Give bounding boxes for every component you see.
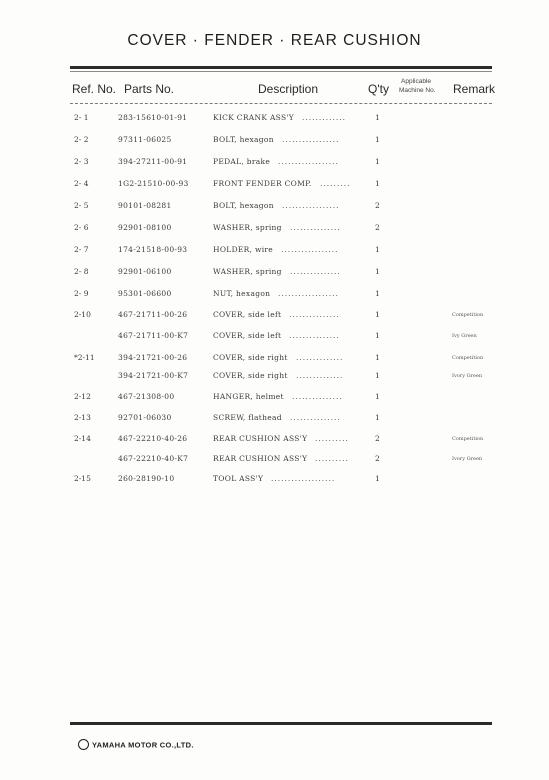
part-number: 467-22210-40-26 <box>118 434 188 443</box>
table-row <box>0 410 549 426</box>
table-row <box>0 368 549 384</box>
ref-number: 2-15 <box>74 474 91 483</box>
description: BOLT, hexagon <box>213 201 274 210</box>
quantity: 1 <box>375 245 380 254</box>
ref-number: 2- 6 <box>74 223 89 232</box>
part-number: 90101-08281 <box>118 201 172 210</box>
quantity: 1 <box>375 289 380 298</box>
quantity: 1 <box>375 157 380 166</box>
part-number: 174-21518-00-93 <box>118 245 188 254</box>
description: COVER, side left <box>213 331 282 340</box>
quantity: 1 <box>375 371 380 380</box>
ref-number: *2-11 <box>74 353 95 362</box>
header-parts: Parts No. <box>124 82 175 96</box>
part-number: 92701-06030 <box>118 413 172 422</box>
description: BOLT, hexagon <box>213 135 274 144</box>
description: NUT, hexagon <box>213 289 271 298</box>
table-row <box>0 389 549 405</box>
ref-number: 2- 3 <box>74 157 89 166</box>
ref-number: 2- 1 <box>74 113 89 122</box>
quantity: 1 <box>375 267 380 276</box>
footer-company <box>78 740 194 751</box>
leader-dots: .................. <box>278 157 339 166</box>
leader-dots: .......... <box>315 454 349 463</box>
quantity: 1 <box>375 179 380 188</box>
part-number: 92901-08100 <box>118 223 172 232</box>
ref-number: 2-14 <box>74 434 91 443</box>
leader-dots: .............. <box>296 353 344 362</box>
page-title: COVER · FENDER · REAR CUSHION <box>127 32 422 49</box>
table-row <box>0 431 549 447</box>
description: REAR CUSHION ASS'Y <box>213 454 308 463</box>
quantity: 1 <box>375 310 380 319</box>
table-row <box>0 286 549 302</box>
table-row <box>0 154 549 170</box>
header-description: Description <box>258 82 319 96</box>
quantity: 2 <box>375 434 380 443</box>
leader-dots: .......... <box>315 434 349 443</box>
leader-dots: ............... <box>290 223 341 232</box>
part-number: 394-21721-00-26 <box>118 353 188 362</box>
description: FRONT FENDER COMP. <box>213 179 312 188</box>
remark: Competition <box>452 355 484 361</box>
part-number: 95301-06600 <box>118 289 172 298</box>
description: WASHER, spring <box>213 267 282 276</box>
quantity: 1 <box>375 135 380 144</box>
part-number: 394-21721-00-K7 <box>118 371 189 380</box>
top-rule <box>70 66 492 69</box>
description: HANGER, helmet <box>213 392 284 401</box>
table-row <box>0 451 549 467</box>
part-number: 1G2-21510-00-93 <box>118 179 189 188</box>
remark: Competition <box>452 312 484 318</box>
leader-dots: ................... <box>271 474 336 483</box>
yamaha-logo-icon <box>78 739 89 750</box>
part-number: 467-21711-00-K7 <box>118 331 189 340</box>
description: SCREW, flathead <box>213 413 282 422</box>
quantity: 1 <box>375 474 380 483</box>
header-remark: Remark <box>453 82 496 96</box>
ref-number: 2- 8 <box>74 267 89 276</box>
remark: Ivory Green <box>452 373 483 379</box>
table-row <box>0 110 549 126</box>
bottom-rule <box>70 722 492 725</box>
description: COVER, side right <box>213 353 288 362</box>
ref-number: 2- 9 <box>74 289 89 298</box>
table-row <box>0 242 549 258</box>
header-ref: Ref. No. <box>72 82 117 96</box>
header-qty: Q'ty <box>368 82 389 96</box>
description: WASHER, spring <box>213 223 282 232</box>
header-rule <box>70 103 492 104</box>
top-rule-thin <box>70 71 492 72</box>
quantity: 1 <box>375 113 380 122</box>
column-header <box>0 78 549 102</box>
leader-dots: ................. <box>282 135 340 144</box>
description: KICK CRANK ASS'Y <box>213 113 295 122</box>
part-number: 260-28190-10 <box>118 474 175 483</box>
table-row <box>0 264 549 280</box>
ref-number: 2-10 <box>74 310 91 319</box>
description: COVER, side left <box>213 310 282 319</box>
footer-company-name: YAMAHA MOTOR CO.,LTD. <box>92 740 194 750</box>
quantity: 1 <box>375 353 380 362</box>
part-number: 467-21711-00-26 <box>118 310 188 319</box>
header-applicable: Applicable <box>401 78 431 85</box>
leader-dots: ............... <box>292 392 343 401</box>
table-row <box>0 471 549 487</box>
remark: Competition <box>452 436 484 442</box>
table-row <box>0 176 549 192</box>
quantity: 1 <box>375 413 380 422</box>
leader-dots: .............. <box>296 371 344 380</box>
description: PEDAL, brake <box>213 157 271 166</box>
ref-number: 2- 2 <box>74 135 89 144</box>
part-number: 92901-06100 <box>118 267 172 276</box>
part-number: 467-22210-40-K7 <box>118 454 189 463</box>
leader-dots: .................. <box>278 289 339 298</box>
description: COVER, side right <box>213 371 288 380</box>
leader-dots: ................. <box>281 245 339 254</box>
ref-number: 2-12 <box>74 392 91 401</box>
leader-dots: ............... <box>290 267 341 276</box>
leader-dots: ............... <box>289 310 340 319</box>
quantity: 1 <box>375 331 380 340</box>
description: REAR CUSHION ASS'Y <box>213 434 308 443</box>
description: HOLDER, wire <box>213 245 274 254</box>
quantity: 1 <box>375 392 380 401</box>
ref-number: 2- 7 <box>74 245 89 254</box>
table-row <box>0 328 549 344</box>
table-row <box>0 220 549 236</box>
quantity: 2 <box>375 223 380 232</box>
ref-number: 2-13 <box>74 413 91 422</box>
part-number: 97311-06025 <box>118 135 172 144</box>
header-machine-no: Machine No. <box>399 87 436 94</box>
leader-dots: ............... <box>289 331 340 340</box>
table-row <box>0 307 549 323</box>
remark: Ivy Green <box>452 333 477 339</box>
part-number: 394-27211-00-91 <box>118 157 188 166</box>
leader-dots: ................. <box>282 201 340 210</box>
table-row <box>0 198 549 214</box>
part-number: 283-15610-01-91 <box>118 113 188 122</box>
leader-dots: ............. <box>302 113 346 122</box>
ref-number: 2- 4 <box>74 179 89 188</box>
remark: Ivory Green <box>452 456 483 462</box>
table-row <box>0 350 549 366</box>
quantity: 2 <box>375 201 380 210</box>
description: TOOL ASS'Y <box>213 474 264 483</box>
leader-dots: ............... <box>290 413 341 422</box>
quantity: 2 <box>375 454 380 463</box>
leader-dots: ......... <box>320 179 351 188</box>
ref-number: 2- 5 <box>74 201 89 210</box>
part-number: 467-21308-00 <box>118 392 175 401</box>
table-row <box>0 132 549 148</box>
